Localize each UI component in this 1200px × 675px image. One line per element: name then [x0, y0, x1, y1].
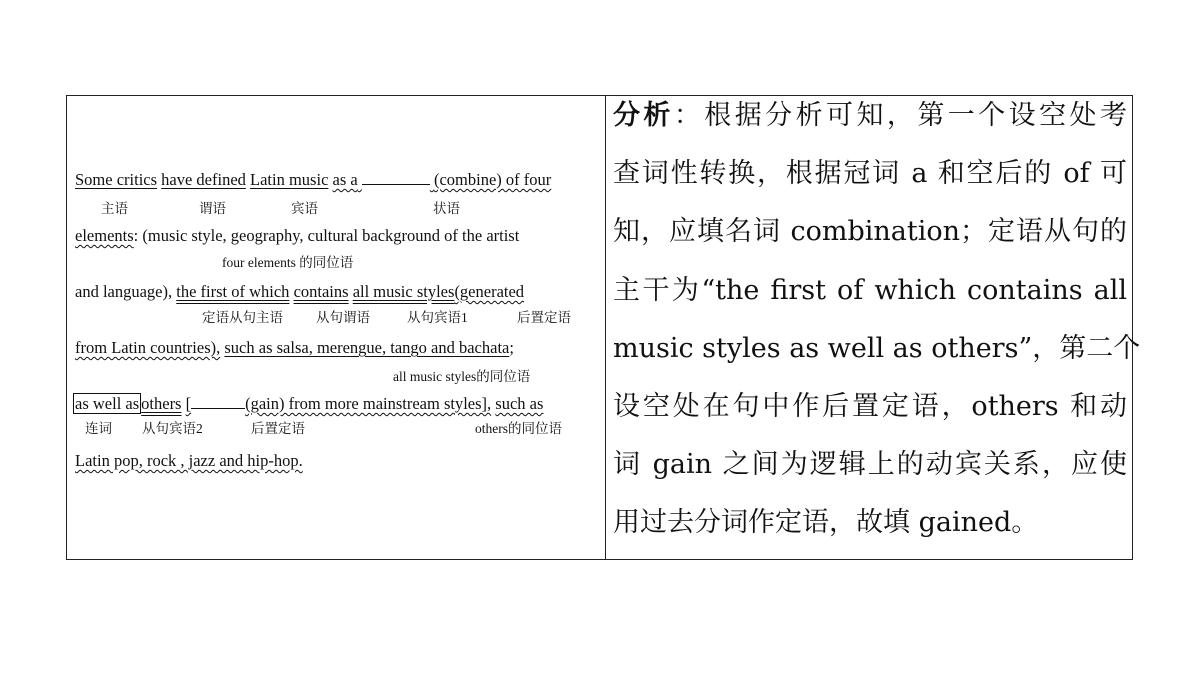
label-postmodifier-2: 后置定语 [251, 421, 305, 436]
analysis-label: 分析 [613, 100, 674, 131]
label-subject: 主语 [101, 201, 128, 216]
label-postmodifier: 后置定语 [517, 310, 571, 325]
explanation-line-7: 词 gain 之间为逻辑上的动宾关系，应使 [613, 449, 1127, 480]
explanation-line-1: 分析：根据分析可知，第一个设空处考 [613, 100, 1127, 131]
such-as-text: such as [495, 394, 544, 413]
genres-text: Latin pop, rock , jazz and hip-hop. [75, 451, 303, 470]
column-divider [605, 96, 606, 559]
explanation-line-3: 知，应填名词 combination；定语从句的 [613, 216, 1127, 247]
sentence-line-6 [75, 451, 303, 471]
sentence-line-3: and language), the first of which contains all music styles(generated [75, 282, 525, 301]
sentence-analysis-panel [67, 96, 605, 559]
elements-text: elements [75, 226, 134, 245]
object-text: Latin music [250, 170, 329, 189]
conjunction-box: as well as [75, 394, 140, 413]
label-clause-subject: 定语从句主语 [202, 310, 283, 325]
subject-text: Some critics [75, 170, 158, 189]
predicate-text: have defined [161, 170, 246, 189]
label-others-appositive: others的同位语 [475, 421, 562, 436]
adverbial-text: as a (combine) of four [332, 170, 552, 189]
label-object: 宾语 [291, 201, 318, 216]
sentence-line-2: elements: (music style, geography, cultural background of the artist [75, 226, 520, 245]
label-music-styles-appositive: all music styles的同位语 [393, 369, 531, 384]
sentence-line-1 [75, 170, 551, 190]
clause-object-text: all music styles [352, 282, 455, 301]
explanation-line-2: 查词性转换，根据冠词 a 和空后的 of 可 [613, 158, 1127, 189]
label-conjunction: 连词 [85, 421, 112, 436]
clause-subject-text: the first of which [176, 282, 290, 301]
sentence-line-5 [73, 394, 543, 414]
blank-1 [362, 170, 430, 185]
explanation-line-6: 设空处在句中作后置定语，others 和动 [613, 391, 1127, 422]
explanation-line-4: 主干为“the first of which contains all [613, 275, 1127, 306]
clause-verb-text: contains [293, 282, 349, 301]
label-clause-verb: 从句谓语 [316, 310, 370, 325]
label-clause-object2: 从句宾语2 [142, 421, 203, 436]
sentence-line-4: from Latin countries), such as salsa, merengue, tango and bachata; [75, 338, 514, 357]
postmodifier-2-text: [ (gain) from more mainstream styles], [185, 394, 492, 413]
explanation-line-5: music styles as well as others”，第二个 [613, 333, 1141, 364]
label-clause-object1: 从句宾语1 [407, 310, 468, 325]
analysis-table [66, 95, 1141, 560]
label-elements-appositive: four elements 的同位语 [222, 255, 354, 270]
label-predicate: 谓语 [199, 201, 226, 216]
label-adverbial: 状语 [433, 201, 460, 216]
object2-text: others [141, 394, 182, 413]
explanation-line-8: 用过去分词作定语，故填 gained。 [613, 507, 1039, 538]
blank-2 [191, 394, 245, 409]
appositive-text: such as salsa, merengue, tango and bachata [224, 338, 510, 357]
